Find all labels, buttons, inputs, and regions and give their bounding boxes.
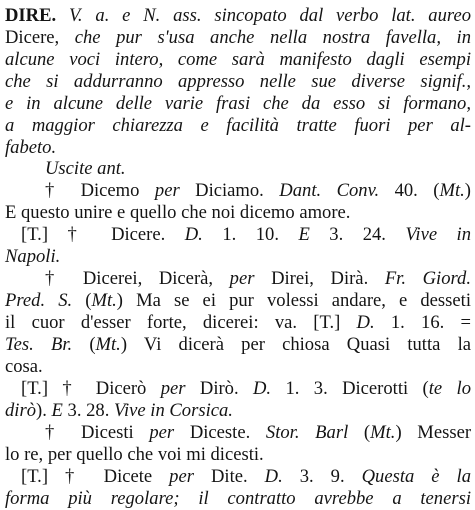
entry-line <box>5 48 471 71</box>
entry-text-segment: Fr. Giord. <box>384 268 472 289</box>
entry-line <box>5 487 471 510</box>
entry-line <box>45 421 471 444</box>
entry-text-segment: Dite. <box>210 466 265 487</box>
entry-text-segment: alcune voci intero, come sarà manifesto dagli esempi <box>5 49 471 70</box>
entry-line <box>5 399 471 422</box>
entry-text-segment: ). <box>36 400 52 421</box>
entry-text-segment: Dirò. <box>199 378 253 399</box>
headword: DIRE. <box>5 5 57 26</box>
entry-text-segment: 3. 28. <box>67 400 114 421</box>
entry-text-segment: forma più regolare; il contratto avrebbe a tenersi <box>5 488 471 509</box>
entry-line <box>21 223 471 246</box>
entry-line <box>5 4 471 27</box>
entry-text-segment: Uscite ant. <box>45 158 126 179</box>
entry-text-segment: Mt. <box>439 180 465 201</box>
entry-line <box>5 136 471 159</box>
entry-text-segment: † <box>45 180 81 201</box>
entry-text-segment: Dant. Conv. <box>279 180 395 201</box>
entry-text-segment: V. a. e N. ass. sincopato dal verbo lat. aureo <box>56 5 471 26</box>
entry-text-segment: per <box>169 466 211 487</box>
entry-text-segment: cosa. <box>5 356 43 377</box>
entry-text-segment: ) Messer <box>395 422 472 443</box>
entry-line <box>5 245 471 268</box>
entry-text-segment: † Dicesti <box>45 422 150 443</box>
entry-text-segment: 3. 9. <box>299 466 362 487</box>
entry-text-segment: Napoli. <box>5 246 61 267</box>
entry-text-segment: ( <box>89 334 96 355</box>
entry-text-segment: [T.] † Dicete <box>21 466 170 487</box>
entry-text-segment: D. <box>253 378 286 399</box>
entry-text-segment: † Dicerei, Dicerà, <box>45 268 230 289</box>
entry-line <box>5 443 471 466</box>
entry-text-segment: Tes. Br. <box>5 334 90 355</box>
entry-text-segment: Mt. <box>95 334 121 355</box>
entry-text-segment: E questo unire e quello che noi dicemo amore. <box>5 202 351 223</box>
entry-text-segment: [T.] † Dicere. <box>21 224 185 245</box>
entry-text-segment: a maggior chiarezza e facilità tratte fuori per al- <box>5 115 471 136</box>
entry-text-segment: Diciamo. <box>195 180 280 201</box>
entry-line <box>5 311 471 334</box>
entry-text-segment: 3. 24. <box>329 224 406 245</box>
entry-text-segment: per <box>149 422 190 443</box>
entry-text-segment: E <box>298 224 330 245</box>
entry-line <box>5 355 471 378</box>
entry-text-segment: Mt. <box>91 290 117 311</box>
entry-line <box>5 289 471 312</box>
entry-text-segment: Direi, Dirà. <box>271 268 385 289</box>
entry-text-segment: 40. ( <box>394 180 440 201</box>
entry-text-segment: Mt. <box>370 422 396 443</box>
entry-text-segment: Questa è la <box>361 466 471 487</box>
entry-text-segment: il cuor d'esser forte, dicerei: va. [T.] <box>5 312 357 333</box>
entry-line <box>5 70 471 93</box>
entry-text-segment: 1. 10. <box>222 224 299 245</box>
entry-text-segment: Diceste. <box>189 422 266 443</box>
entry-text-segment: dirò <box>5 400 36 421</box>
entry-text-segment: lo re, per quello che voi mi dicesti. <box>5 444 264 465</box>
entry-text-segment: ) Ma se ei pur volessi andare, e desseti <box>116 290 471 311</box>
entry-line <box>21 377 471 400</box>
entry-line <box>21 465 471 488</box>
entry-text-segment: te lo <box>428 378 471 399</box>
entry-text-segment: E <box>51 400 68 421</box>
entry-text-segment: ) <box>464 180 471 201</box>
entry-text-segment: per <box>229 268 272 289</box>
entry-line <box>5 201 471 224</box>
entry-text-segment: Vive in Corsica. <box>114 400 233 421</box>
entry-text-segment: ) Vi dicerà per chiosa Quasi tutta la <box>120 334 471 355</box>
entry-text-segment: che si addurranno appresso nelle sue diverse signif., <box>5 71 471 92</box>
entry-text-segment: e in alcune delle varie frasi che da esso si formano, <box>5 93 471 114</box>
entry-text-segment: Stor. Barl <box>265 422 364 443</box>
entry-text-segment: ( <box>85 290 92 311</box>
entry-text-segment: per <box>160 378 200 399</box>
entry-text-segment: ( <box>363 422 371 443</box>
entry-line <box>5 92 471 115</box>
entry-text-segment: D. <box>264 466 300 487</box>
entry-text-segment: [T.] † Dicerò <box>21 378 161 399</box>
entry-text-segment: fabeto. <box>5 137 57 158</box>
entry-text-segment: 1. 3. Dicerotti ( <box>285 378 429 399</box>
entry-line <box>5 114 471 137</box>
entry-line <box>45 267 471 290</box>
entry-text-segment: Pred. S. <box>5 290 86 311</box>
entry-line <box>5 26 471 49</box>
entry-text-segment: per <box>154 180 196 201</box>
entry-text-segment: D. <box>356 312 391 333</box>
entry-text-segment: che pur s'usa anche nella nostra favella, in <box>74 27 471 48</box>
entry-text-segment: D. <box>184 224 223 245</box>
entry-line <box>5 333 471 356</box>
entry-text-segment: 1. 16. = <box>390 312 471 333</box>
entry-text-segment: Vive in <box>405 224 472 245</box>
entry-line <box>45 179 471 202</box>
entry-text-segment: Dicemo <box>80 180 155 201</box>
entry-text-segment: Dicere, <box>5 27 75 48</box>
entry-line <box>45 157 471 180</box>
